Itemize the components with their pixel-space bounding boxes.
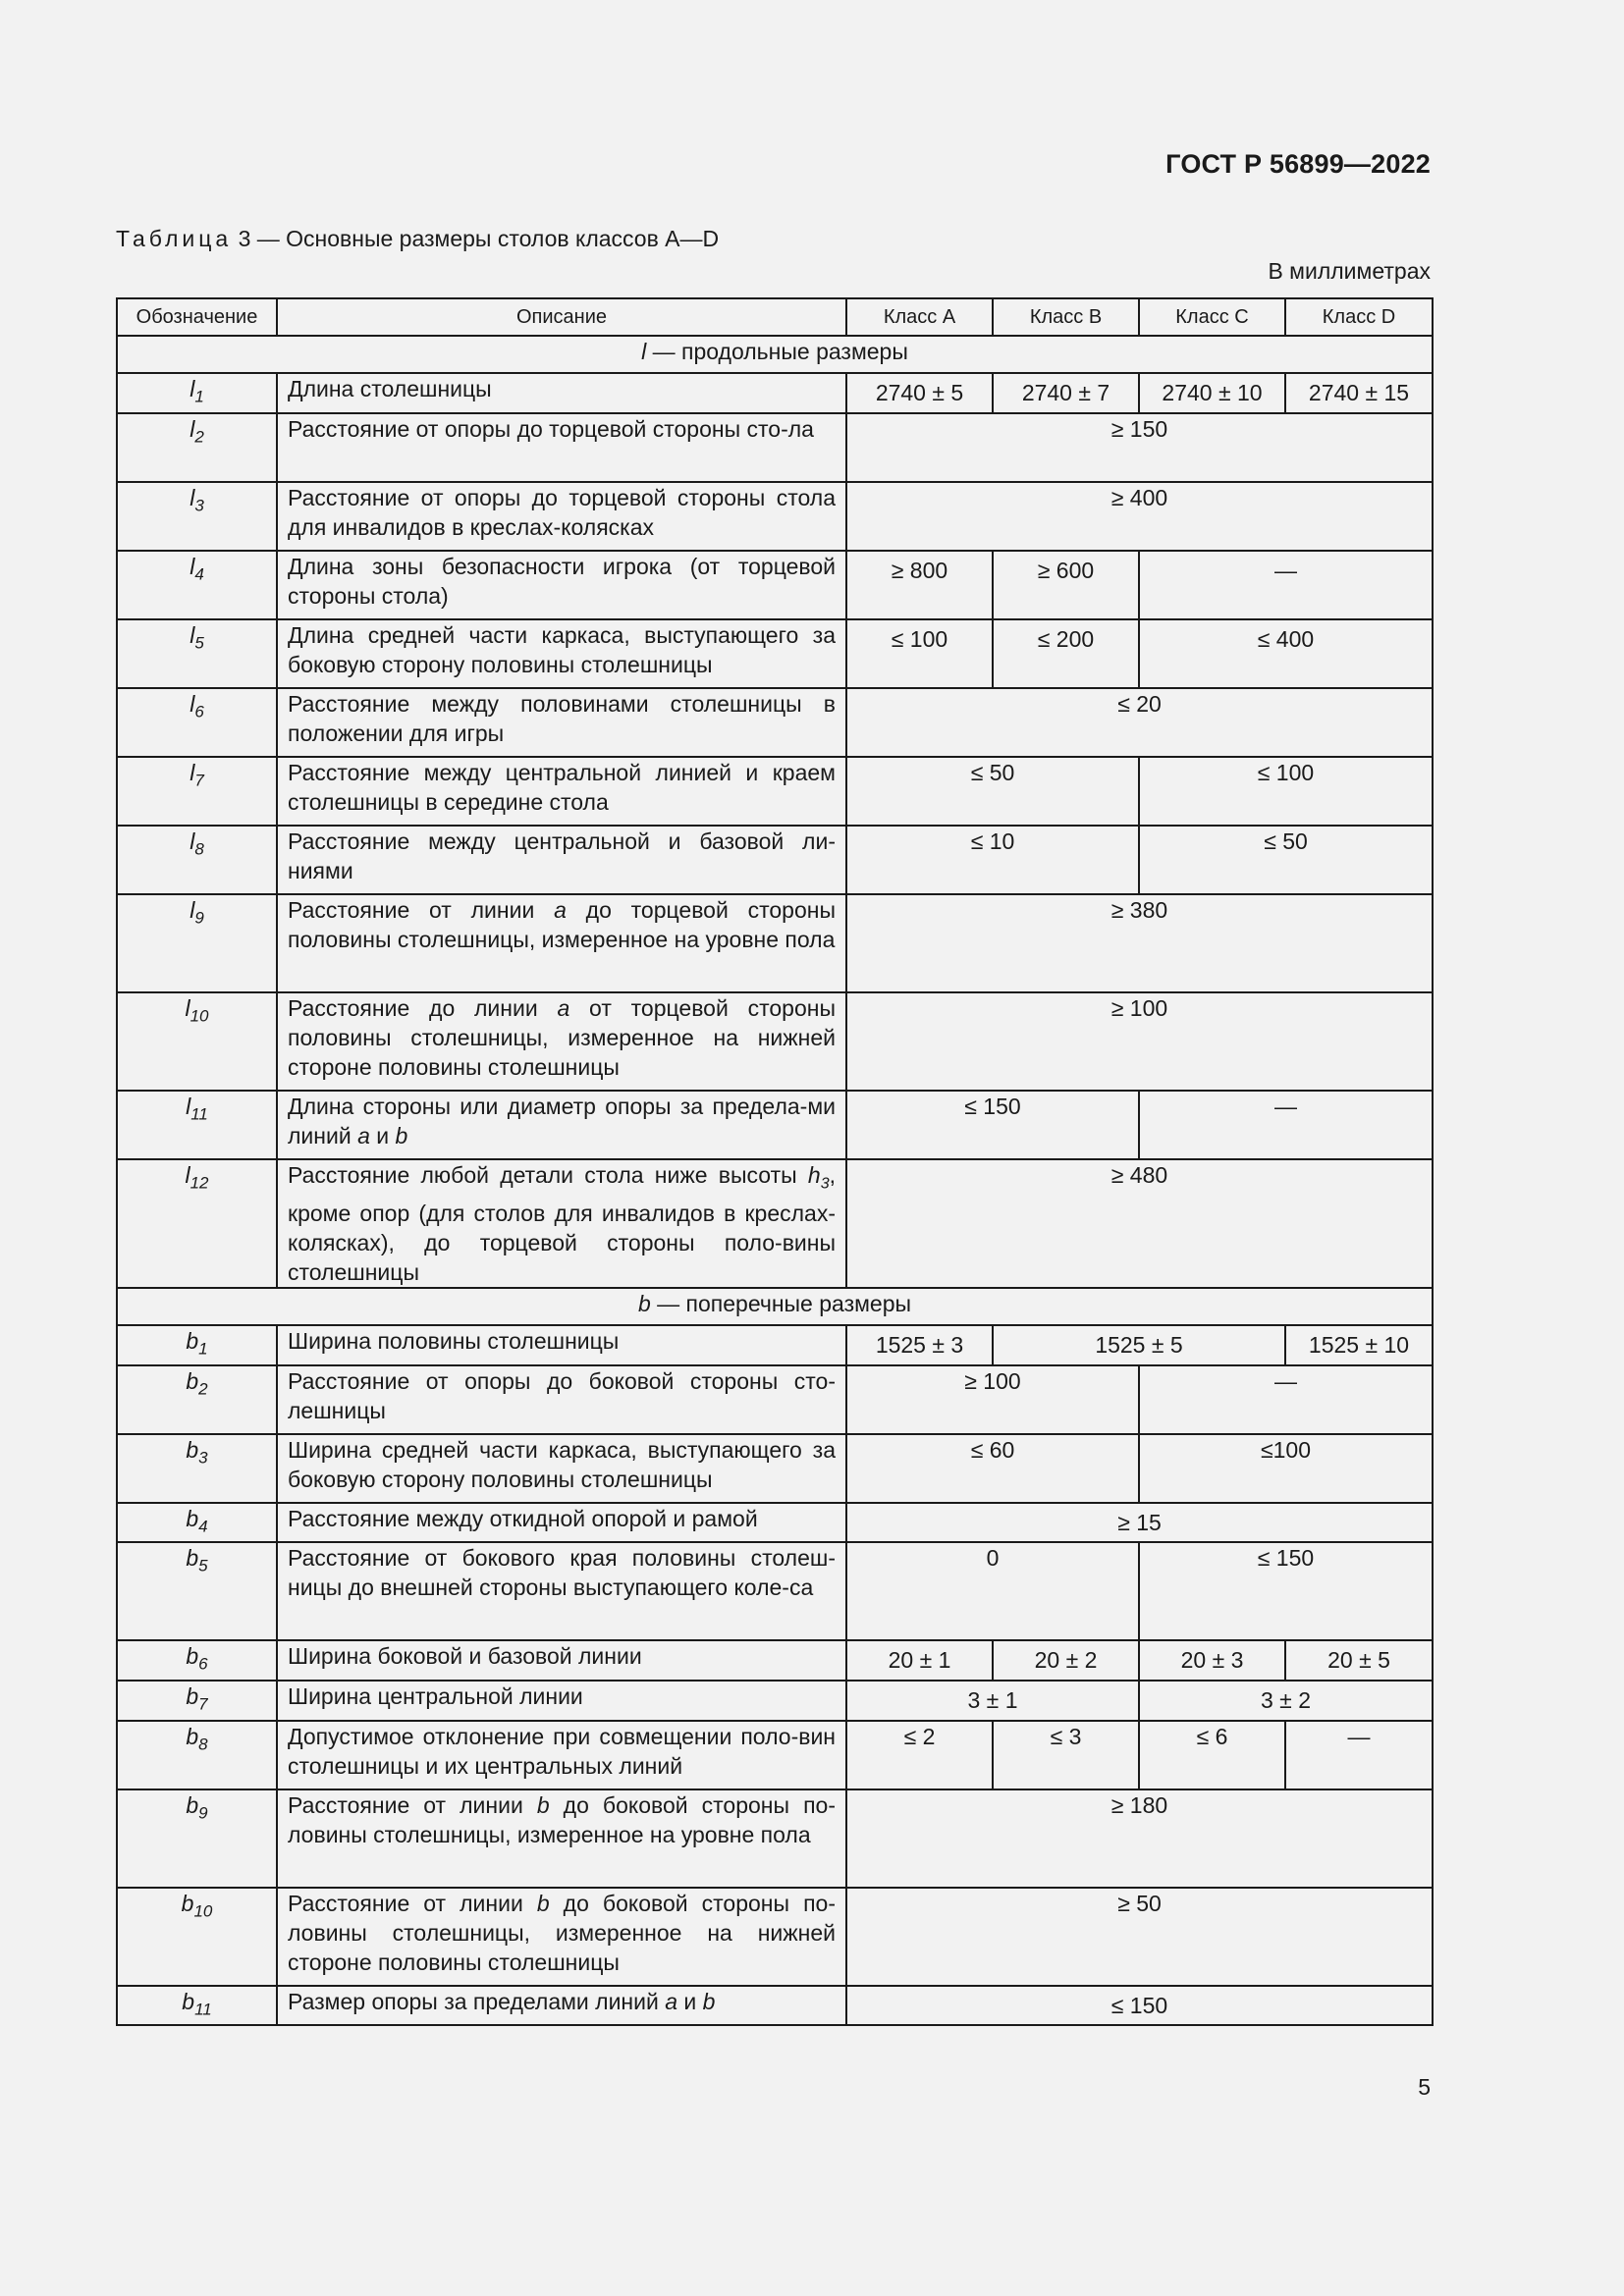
value-cell: ≤ 150	[846, 1986, 1433, 2026]
symbol-cell: $l_{12}$	[117, 1159, 277, 1289]
symbol-cell: $l_1$	[117, 373, 277, 413]
table-row	[117, 1640, 1433, 1681]
description-cell: Расстояние от опоры до боковой стороны сто-лешницы	[277, 1365, 846, 1434]
description-cell: Ширина средней части каркаса, выступающего за боковую сторону половины столешницы	[277, 1434, 846, 1503]
value-cell: ≥ 380	[846, 894, 1433, 992]
table-row	[117, 1986, 1433, 2026]
value-cell: ≤ 50	[1139, 826, 1433, 894]
description-cell: Расстояние между откидной опорой и рамой	[277, 1503, 846, 1543]
section-symbol: l	[641, 339, 647, 364]
value-cell: ≤ 50	[846, 757, 1139, 826]
section-title: — продольные размеры	[646, 339, 908, 364]
value-cell: 2740 ± 7	[993, 373, 1139, 413]
symbol-cell: $l_{10}$	[117, 992, 277, 1091]
section-symbol: b	[637, 1291, 651, 1317]
standard-designation: ГОСТ Р 56899—2022	[1165, 149, 1431, 179]
description-cell: Ширина боковой и базовой линии	[277, 1640, 846, 1681]
table-row	[117, 1159, 1433, 1289]
symbol-cell: $b_3$	[117, 1434, 277, 1503]
value-cell: ≥ 400	[846, 482, 1433, 551]
symbol-cell: $l_8$	[117, 826, 277, 894]
column-header: Класс A	[846, 298, 993, 336]
table-row	[117, 826, 1433, 894]
description-cell: Расстояние от линии b до боковой стороны по-ловины столешницы, измеренное на уровне пола	[277, 1789, 846, 1888]
table-row	[117, 1681, 1433, 1721]
value-cell: 20 ± 5	[1285, 1640, 1433, 1681]
value-cell: —	[1139, 1365, 1433, 1434]
description-cell: Расстояние между половинами столешницы в положении для игры	[277, 688, 846, 757]
value-cell: ≥ 480	[846, 1159, 1433, 1289]
value-cell: ≥ 50	[846, 1888, 1433, 1986]
section-row	[117, 336, 1433, 373]
section-longitudinal	[117, 336, 1433, 373]
value-cell: ≤ 10	[846, 826, 1139, 894]
description-cell: Длина стороны или диаметр опоры за предела-ми линий a и b	[277, 1091, 846, 1159]
description-cell: Расстояние любой детали стола ниже высоты $h_3$, кроме опор (для столов для инвалидов в креслах-колясках), до торцевой стороны поло-вины столешницы	[277, 1159, 846, 1289]
symbol-cell: $b_8$	[117, 1721, 277, 1789]
description-cell: Расстояние между центральной и базовой ли-ниями	[277, 826, 846, 894]
value-cell: ≥ 15	[846, 1503, 1433, 1543]
value-cell: ≥ 100	[846, 992, 1433, 1091]
table-row	[117, 992, 1433, 1091]
description-cell: Расстояние от опоры до торцевой стороны стола для инвалидов в креслах-колясках	[277, 482, 846, 551]
description-cell: Расстояние между центральной линией и краем столешницы в середине стола	[277, 757, 846, 826]
value-cell: ≥ 600	[993, 551, 1139, 619]
value-cell: ≤ 6	[1139, 1721, 1285, 1789]
symbol-cell: $l_7$	[117, 757, 277, 826]
symbol-cell: $l_2$	[117, 413, 277, 482]
table-row	[117, 757, 1433, 826]
symbol-cell: $b_2$	[117, 1365, 277, 1434]
symbol-cell: $b_5$	[117, 1542, 277, 1640]
description-cell: Длина зоны безопасности игрока (от торцевой стороны стола)	[277, 551, 846, 619]
symbol-cell: $b_9$	[117, 1789, 277, 1888]
value-cell: 3 ± 2	[1139, 1681, 1433, 1721]
value-cell: 2740 ± 5	[846, 373, 993, 413]
table-row	[117, 1365, 1433, 1434]
section-transverse	[117, 1288, 1433, 1325]
table-row	[117, 482, 1433, 551]
value-cell: ≤ 400	[1139, 619, 1433, 688]
description-cell: Расстояние от линии b до боковой стороны по-ловины столешницы, измеренное на нижней стороне половины столешницы	[277, 1888, 846, 1986]
value-cell: 1525 ± 5	[993, 1325, 1285, 1365]
symbol-cell: $l_3$	[117, 482, 277, 551]
table-row	[117, 1542, 1433, 1640]
table-row	[117, 1325, 1433, 1365]
table-row	[117, 1434, 1433, 1503]
value-cell: ≤ 2	[846, 1721, 993, 1789]
value-cell: 1525 ± 3	[846, 1325, 993, 1365]
description-cell: Ширина половины столешницы	[277, 1325, 846, 1365]
table-row	[117, 894, 1433, 992]
value-cell: ≤ 20	[846, 688, 1433, 757]
symbol-cell: $b_4$	[117, 1503, 277, 1543]
column-header: Обозначение	[117, 298, 277, 336]
table-caption	[116, 226, 719, 252]
value-cell: —	[1139, 551, 1433, 619]
section-title: — поперечные размеры	[650, 1291, 912, 1317]
symbol-cell: $b_{10}$	[117, 1888, 277, 1986]
column-header: Класс D	[1285, 298, 1433, 336]
symbol-cell: $l_{11}$	[117, 1091, 277, 1159]
table-caption-label: Таблица	[116, 226, 233, 251]
description-cell: Расстояние от опоры до торцевой стороны сто-ла	[277, 413, 846, 482]
description-cell: Размер опоры за пределами линий a и b	[277, 1986, 846, 2026]
value-cell: ≤ 100	[846, 619, 993, 688]
value-cell: 20 ± 3	[1139, 1640, 1285, 1681]
column-header: Класс B	[993, 298, 1139, 336]
description-cell: Расстояние от линии a до торцевой стороны половины столешницы, измеренное на уровне пола	[277, 894, 846, 992]
symbol-cell: $l_9$	[117, 894, 277, 992]
symbol-cell: $b_{11}$	[117, 1986, 277, 2026]
table-row	[117, 619, 1433, 688]
table-row	[117, 1503, 1433, 1543]
table-row	[117, 1888, 1433, 1986]
description-cell: Расстояние от бокового края половины столеш-ницы до внешней стороны выступающего коле-са	[277, 1542, 846, 1640]
table-row	[117, 1091, 1433, 1159]
value-cell: ≤ 60	[846, 1434, 1139, 1503]
description-cell: Длина средней части каркаса, выступающего за боковую сторону половины столешницы	[277, 619, 846, 688]
value-cell: 2740 ± 10	[1139, 373, 1285, 413]
table-row	[117, 373, 1433, 413]
table-row	[117, 1789, 1433, 1888]
symbol-cell: $l_5$	[117, 619, 277, 688]
description-cell: Допустимое отклонение при совмещении поло-вин столешницы и их центральных линий	[277, 1721, 846, 1789]
page-number: 5	[1418, 2074, 1431, 2100]
table-row	[117, 551, 1433, 619]
table-header-row	[117, 298, 1433, 336]
table-row	[117, 413, 1433, 482]
table-row	[117, 688, 1433, 757]
value-cell: ≤ 3	[993, 1721, 1139, 1789]
value-cell: ≥ 100	[846, 1365, 1139, 1434]
description-cell: Расстояние до линии a от торцевой стороны половины столешницы, измеренное на нижней стороне половины столешницы	[277, 992, 846, 1091]
value-cell: ≥ 180	[846, 1789, 1433, 1888]
value-cell: ≤ 100	[1139, 757, 1433, 826]
value-cell: ≤100	[1139, 1434, 1433, 1503]
value-cell: 0	[846, 1542, 1139, 1640]
value-cell: 1525 ± 10	[1285, 1325, 1433, 1365]
symbol-cell: $b_7$	[117, 1681, 277, 1721]
dimensions-table	[116, 297, 1434, 2026]
description-cell: Длина столешницы	[277, 373, 846, 413]
value-cell: —	[1139, 1091, 1433, 1159]
value-cell: ≤ 200	[993, 619, 1139, 688]
description-cell: Ширина центральной линии	[277, 1681, 846, 1721]
value-cell: 20 ± 2	[993, 1640, 1139, 1681]
value-cell: 20 ± 1	[846, 1640, 993, 1681]
units-note: В миллиметрах	[1268, 258, 1431, 284]
column-header: Класс C	[1139, 298, 1285, 336]
value-cell: ≤ 150	[1139, 1542, 1433, 1640]
value-cell: ≥ 800	[846, 551, 993, 619]
table-row	[117, 1721, 1433, 1789]
symbol-cell: $l_4$	[117, 551, 277, 619]
value-cell: ≤ 150	[846, 1091, 1139, 1159]
symbol-cell: $b_6$	[117, 1640, 277, 1681]
column-header: Описание	[277, 298, 846, 336]
value-cell: —	[1285, 1721, 1433, 1789]
section-row	[117, 1288, 1433, 1325]
table-caption-text: 3 — Основные размеры столов классов A—D	[232, 226, 720, 251]
value-cell: 3 ± 1	[846, 1681, 1139, 1721]
value-cell: ≥ 150	[846, 413, 1433, 482]
value-cell: 2740 ± 15	[1285, 373, 1433, 413]
symbol-cell: $b_1$	[117, 1325, 277, 1365]
symbol-cell: $l_6$	[117, 688, 277, 757]
